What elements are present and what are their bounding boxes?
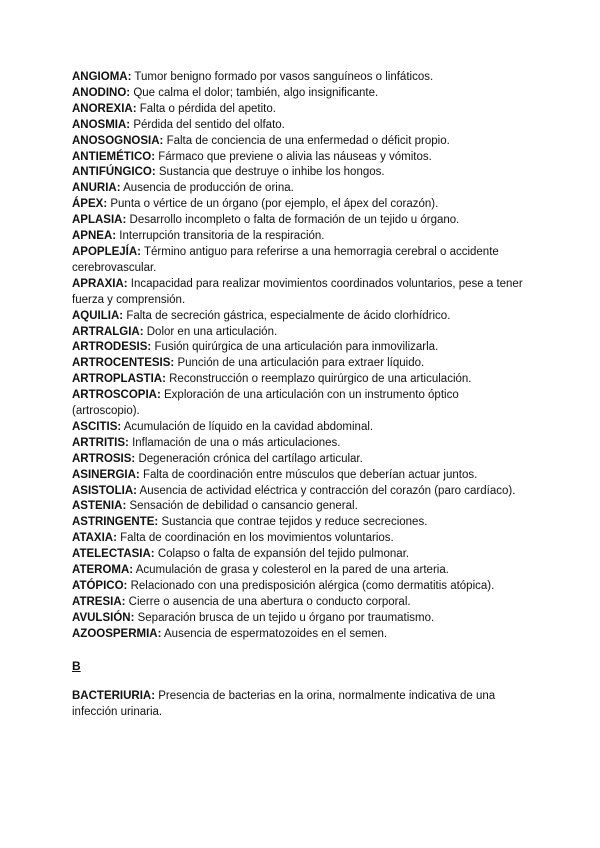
- glossary-term: ANODINO:: [72, 86, 131, 99]
- glossary-term: ATEROMA:: [72, 564, 134, 577]
- glossary-definition: Falta de coordinación en los movimientos voluntarios.: [120, 532, 394, 545]
- glossary-term: ATAXIA:: [72, 532, 117, 545]
- glossary-entry: [72, 420, 528, 436]
- glossary-definition: Tumor benigno formado por vasos sanguíneos o linfáticos.: [134, 71, 434, 83]
- glossary-definition: Término antiguo para referirse a una hemorragia cerebral o accidente cerebrovascular.: [72, 245, 499, 274]
- glossary-entry: [72, 547, 528, 563]
- glossary-term: ANOREXIA:: [72, 102, 137, 115]
- glossary-definition: Dolor en una articulación.: [146, 325, 278, 338]
- glossary-term: ARTRODESIS:: [72, 341, 152, 354]
- glossary-definition: Acumulación de líquido en la cavidad abdominal.: [123, 420, 374, 433]
- glossary-term: ATRESIA:: [72, 595, 126, 608]
- glossary-definition: Exploración de una articulación con un instrumento óptico (artroscopio).: [72, 389, 459, 418]
- glossary-entry: [72, 309, 528, 325]
- glossary-section-a: [72, 70, 528, 643]
- glossary-term: AVULSIÓN:: [72, 611, 135, 624]
- glossary-term: APNEA:: [72, 230, 117, 243]
- glossary-entry: [72, 245, 528, 277]
- glossary-entry: [72, 579, 528, 595]
- glossary-definition: Punción de una articulación para extraer líquido.: [177, 357, 425, 370]
- glossary-definition: Sensación de debilidad o cansancio general.: [129, 500, 358, 513]
- glossary-definition: Ausencia de producción de orina.: [123, 182, 294, 195]
- glossary-entry: [72, 213, 528, 229]
- glossary-definition: Interrupción transitoria de la respiración.: [119, 230, 325, 243]
- glossary-term: ANOSMIA:: [72, 118, 131, 131]
- glossary-definition: Sustancia que destruye o inhibe los hongos.: [158, 166, 385, 179]
- glossary-entry: [72, 388, 528, 420]
- glossary-term: ASCITIS:: [72, 420, 122, 433]
- glossary-term: ASISTOLIA:: [72, 484, 137, 497]
- glossary-entry: [72, 134, 528, 150]
- glossary-entry: [72, 689, 528, 721]
- glossary-term: ARTROSIS:: [72, 452, 136, 465]
- glossary-term: ATELECTASIA:: [72, 548, 155, 561]
- glossary-definition: Colapso o falta de expansión del tejido pulmonar.: [157, 548, 410, 561]
- glossary-entry: [72, 118, 528, 134]
- glossary-definition: Desarrollo incompleto o falta de formación de un tejido u órgano.: [129, 214, 460, 227]
- glossary-entry: [72, 277, 528, 309]
- glossary-entry: [72, 165, 528, 181]
- glossary-definition: Punta o vértice de un órgano (por ejemplo, el ápex del corazón).: [110, 198, 439, 211]
- glossary-entry: [72, 627, 528, 643]
- glossary-term: ANOSOGNOSIA:: [72, 134, 164, 147]
- glossary-definition: Inflamación de una o más articulaciones.: [132, 436, 341, 449]
- glossary-definition: Cierre o ausencia de una abertura o conducto corporal.: [128, 595, 411, 608]
- glossary-definition: Sustancia que contrae tejidos y reduce secreciones.: [161, 516, 428, 529]
- glossary-term: ANURIA:: [72, 182, 121, 195]
- glossary-term: ANTIEMÉTICO:: [72, 150, 156, 163]
- glossary-term: ANGIOMA:: [72, 71, 132, 83]
- glossary-term: AZOOSPERMIA:: [72, 627, 162, 640]
- glossary-entry: [72, 595, 528, 611]
- glossary-definition: Fármaco que previene o alivia las náuseas y vómitos.: [158, 150, 432, 163]
- glossary-entry: [72, 229, 528, 245]
- glossary-definition: Ausencia de actividad eléctrica y contracción del corazón (paro cardíaco).: [139, 484, 516, 497]
- glossary-term: ARTROPLASTIA:: [72, 373, 166, 386]
- glossary-entry: [72, 563, 528, 579]
- glossary-entry: [72, 531, 528, 547]
- glossary-term: ASTRINGENTE:: [72, 516, 159, 529]
- glossary-entry: [72, 150, 528, 166]
- glossary-definition: Falta de conciencia de una enfermedad o déficit propio.: [166, 134, 450, 147]
- glossary-term: ATÓPICO:: [72, 580, 128, 592]
- glossary-entry: [72, 181, 528, 197]
- glossary-entry: [72, 372, 528, 388]
- section-letter-b: B: [72, 658, 81, 673]
- glossary-entry: [72, 102, 528, 118]
- glossary-entry: [72, 468, 528, 484]
- glossary-definition: Incapacidad para realizar movimientos coordinados voluntarios, pese a tener fuerza y comprensión.: [72, 277, 523, 306]
- glossary-definition: Degeneración crónica del cartílago articular.: [138, 452, 363, 465]
- glossary-entry: [72, 356, 528, 372]
- glossary-definition: Separación brusca de un tejido u órgano por traumatismo.: [137, 611, 435, 624]
- glossary-term: ANTIFÚNGICO:: [72, 166, 156, 179]
- glossary-entry: [72, 436, 528, 452]
- glossary-entry: [72, 325, 528, 341]
- glossary-definition: Falta de secreción gástrica, especialmente de ácido clorhídrico.: [126, 309, 451, 322]
- glossary-entry: [72, 197, 528, 213]
- glossary-term: ARTROCENTESIS:: [72, 357, 175, 370]
- glossary-entry: [72, 340, 528, 356]
- glossary-term: ARTROSCOPIA:: [72, 389, 161, 402]
- glossary-definition: Relacionado con una predisposición alérgica (como dermatitis atópica).: [130, 580, 495, 592]
- glossary-definition: Reconstrucción o reemplazo quirúrgico de una articulación.: [169, 373, 472, 386]
- glossary-entry: [72, 611, 528, 627]
- glossary-definition: Presencia de bacterias en la orina, normalmente indicativa de una infección urinaria.: [72, 689, 496, 718]
- glossary-term: ÁPEX:: [72, 198, 108, 211]
- glossary-entry: [72, 484, 528, 500]
- glossary-entry: [72, 452, 528, 468]
- glossary-definition: Que calma el dolor; también, algo insignificante.: [133, 86, 379, 99]
- glossary-definition: Acumulación de grasa y colesterol en la pared de una arteria.: [135, 564, 449, 577]
- glossary-term: APOPLEJÍA:: [72, 245, 142, 258]
- glossary-term: APRAXIA:: [72, 277, 128, 290]
- glossary-term: ASINERGIA:: [72, 468, 140, 481]
- glossary-term: APLASIA:: [72, 214, 127, 227]
- glossary-entry: [72, 499, 528, 515]
- glossary-definition: Ausencia de espermatozoides en el semen.: [164, 627, 388, 640]
- glossary-definition: Falta o pérdida del apetito.: [139, 102, 276, 115]
- glossary-term: AQUILIA:: [72, 309, 124, 322]
- glossary-section-b: [72, 689, 528, 721]
- glossary-term: ASTENIA:: [72, 500, 127, 513]
- glossary-definition: Pérdida del sentido del olfato.: [133, 118, 285, 131]
- glossary-definition: Falta de coordinación entre músculos que deberían actuar juntos.: [142, 468, 478, 481]
- glossary-definition: Fusión quirúrgica de una articulación para inmovilizarla.: [154, 341, 439, 354]
- glossary-entry: [72, 70, 528, 86]
- glossary-term: BACTERIURIA:: [72, 689, 156, 702]
- glossary-term: ARTRITIS:: [72, 436, 129, 449]
- glossary-page: [72, 70, 528, 720]
- glossary-entry: [72, 515, 528, 531]
- glossary-entry: [72, 86, 528, 102]
- glossary-term: ARTRALGIA:: [72, 325, 144, 338]
